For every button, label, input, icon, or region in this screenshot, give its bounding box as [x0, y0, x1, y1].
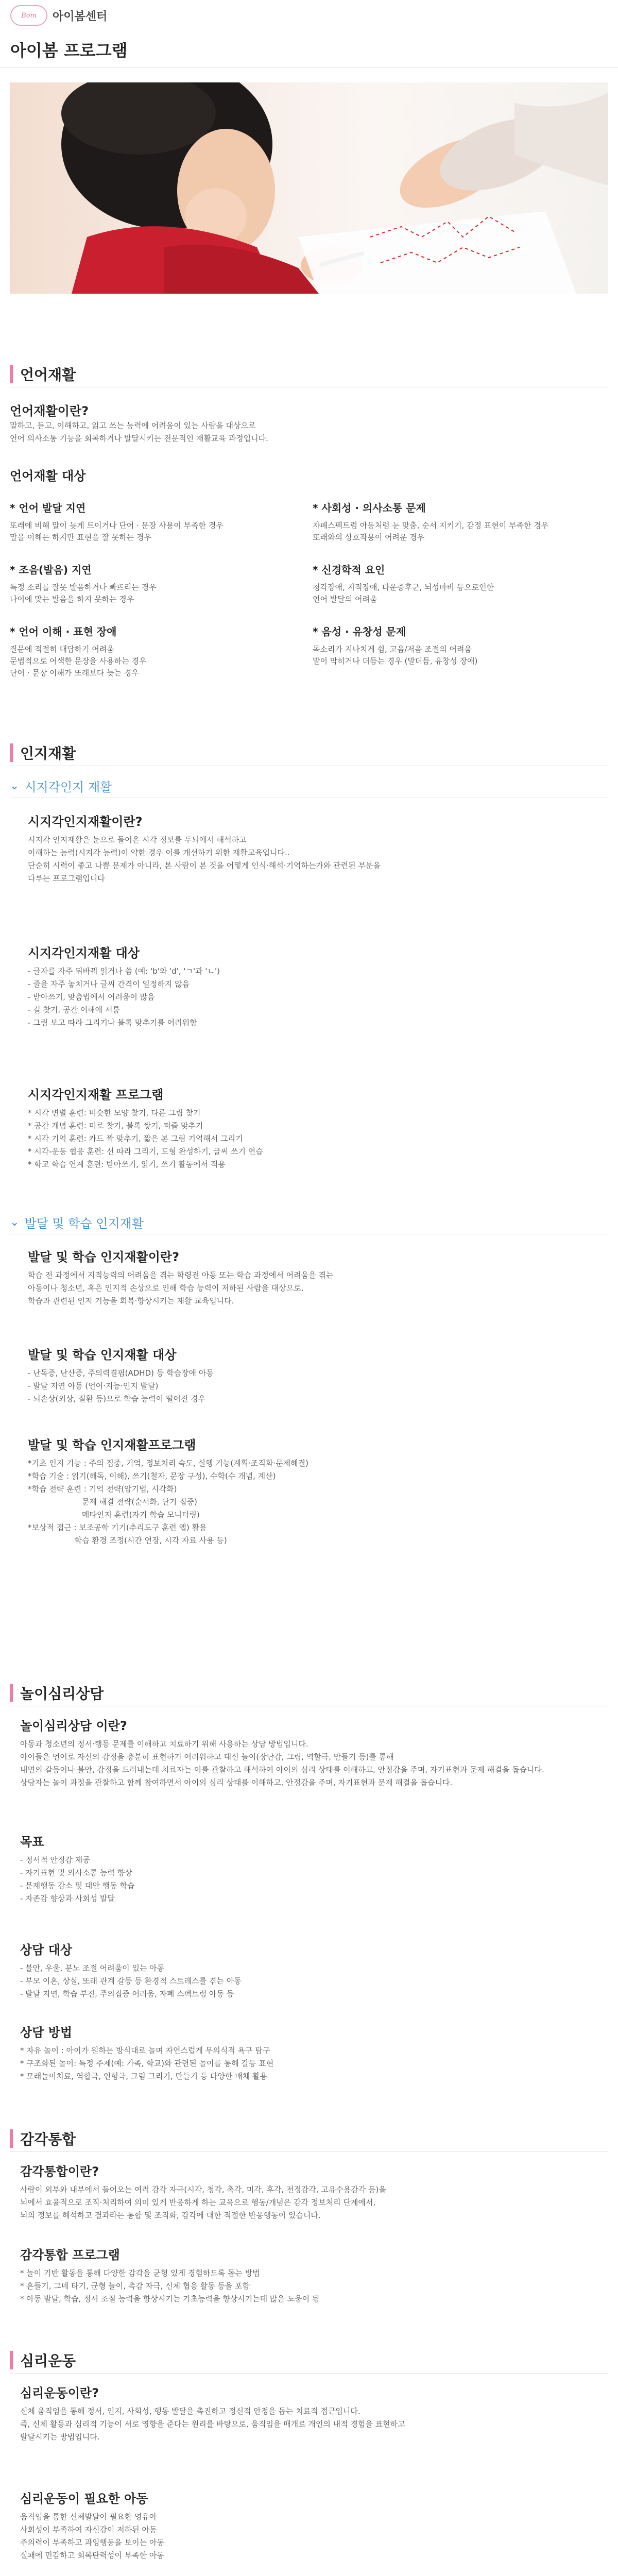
list-item: - 뇌손상(외상, 질환 등)으로 학습 능력이 떨어진 경우	[28, 1394, 206, 1403]
body-line: 다루는 프로그램입니다	[28, 874, 105, 883]
language-what-line-2: 언어 의사소통 기능을 회복하거나 발달시키는 전문적인 재활교육 과정입니다.	[10, 434, 268, 443]
target-desc: 단어 · 문장 이해가 또래보다 늦는 경우	[10, 668, 139, 677]
target-desc: 목소리가 지나치게 쉼, 고음/저음 조절의 어려움	[313, 645, 472, 654]
hero-image	[10, 82, 608, 294]
list-item: - 자존감 향상과 사회성 발달	[20, 1894, 115, 1903]
heading-what-language: 언어재활이란?	[10, 404, 89, 418]
target-desc: 청각장애, 지적장애, 다운증후군, 뇌성마비 등으로인한	[313, 583, 494, 592]
section-header	[10, 361, 608, 387]
heading: 상담 방법	[20, 2025, 73, 2040]
subsection-learning	[10, 1211, 608, 1234]
subsection-title: 시지각인지 재활	[24, 780, 112, 794]
target-item	[10, 500, 313, 544]
list-item: 사회성이 부족하여 자신감이 저하된 아동	[20, 2525, 157, 2534]
section-title: 놀이심리상담	[20, 1685, 104, 1702]
heading: 발달 및 학습 인지재활프로그램	[28, 1438, 196, 1452]
target-label: * 언어 발달 지연	[10, 502, 86, 514]
target-item	[10, 623, 313, 679]
body-line: 단순히 시력이 좋고 나쁨 문제가 아니라, 본 사람이 본 것을 어떻게 인식·해석·기억하는가와 관련된 부분을	[28, 861, 381, 870]
target-desc: 나이에 맞는 발음을 하지 못하는 경우	[10, 595, 134, 604]
language-what-line-1: 말하고, 듣고, 이해하고, 읽고 쓰는 능력에 어려움이 있는 사람을 대상으로	[10, 421, 256, 430]
list-item: * 모래놀이치료, 역할극, 인형극, 그림 그리기, 만들기 등 다양한 매체 활용	[20, 2072, 267, 2081]
heading-language-targets: 언어재활 대상	[10, 469, 86, 483]
body-line: 사람이 외부와 내부에서 들어오는 여러 감각 자극(시각, 청각, 촉각, 미각, 후각, 전정감각, 고유수용감각 등)을	[20, 2185, 386, 2194]
list-item: - 그림 보고 따라 그리기나 블록 맞추기를 어려워함	[28, 1018, 197, 1027]
target-item	[313, 500, 608, 544]
target-item	[313, 623, 608, 667]
list-item: * 시각 기억 훈련: 카드 짝 맞추기, 짧은 본 그림 기억해서 그리기	[28, 1134, 243, 1143]
body-line: 아이들은 언어로 자신의 감정을 충분히 표현하기 어려워하고 대신 놀이(장난감, 그림, 역할극, 만들기 등)를 통해	[20, 1752, 394, 1761]
section-language	[10, 361, 608, 677]
section-header	[10, 1680, 608, 1706]
accent-bar	[10, 1684, 13, 1702]
psychomotor-need	[20, 2488, 607, 2562]
body-line: 신체 움직임을 통해 정서, 인지, 사회성, 행동 발달을 촉진하고 정신적 안정을 돕는 치료적 접근입니다.	[20, 2406, 360, 2416]
heading: 시지각인지재활 프로그램	[28, 1088, 164, 1102]
target-item	[10, 562, 313, 605]
visual-program	[28, 1084, 605, 1171]
body-line: 즉, 신체 활동과 심리적 기능이 서로 영향을 준다는 원리를 바탕으로, 움직임을 매개로 개인의 내적 경험을 표현하고	[20, 2419, 405, 2429]
chevron-down-icon: ⌄	[10, 779, 20, 792]
subsection-visual	[10, 774, 608, 798]
body-line: 뇌의 정보를 해석하고 결과라는 통합 및 조직화, 감각에 대한 적절한 반응행동이 있습니다.	[20, 2211, 321, 2220]
heading: 감각통합이란?	[20, 2164, 99, 2179]
body-line: 아동이나 청소년, 혹은 인지적 손상으로 인해 학습 능력이 저하된 사람을 대상으로,	[28, 1283, 304, 1293]
heading: 심리운동이란?	[20, 2386, 99, 2400]
program-text: *기초 인지 기능 : 주의 집중, 기억, 정보처리 속도, 실행 기능(계획·조직화·문제해결) *학습 기술 : 읽기(해독, 이해), 쓰기(철자, 문장 구성), 수학(수 개념, 계산) *학습 전략 훈련 : 기억 전략(암기법, 시각화) 문제 해결 전략(순서화, 단기 집중) 메타인지 훈련(자기 학습 모니터링) *보상적 접근 : 보조공학 기기(추리도구 훈련 앱) 활용 학습 환경 조정(시간 연장, 시각 자료 사용 등)	[28, 1459, 308, 1545]
heading: 시지각인지재활 대상	[28, 946, 140, 960]
list-item: * 아동 발달, 학습, 정서 조절 능력을 향상시키는 기초능력을 향상시키는데 많은 도움이 됨	[20, 2294, 320, 2303]
accent-bar	[10, 743, 13, 762]
play-methods	[20, 2022, 607, 2083]
target-desc: 또래와의 상호작용이 어려운 경우	[313, 533, 425, 542]
list-item: * 시각-운동 협응 훈련: 선 따라 그리기, 도형 완성하기, 글씨 쓰기 연습	[28, 1147, 263, 1156]
body-line: 내면의 갈등이나 불안, 감정을 드러내는데 치료자는 이를 관찰하고 해석하여 아이의 심리 상태를 이해하고, 안정감을 주며, 자기표현과 문제 해결을 돕습니다.	[20, 1765, 544, 1774]
list-item: * 구조화된 놀이: 특정 주제(예: 가족, 학교)와 관련된 놀이를 통해 갈등 표현	[20, 2059, 274, 2068]
accent-bar	[10, 365, 13, 383]
body-line: 발달시키는 방법입니다.	[20, 2432, 100, 2442]
body-line: 학습 전 과정에서 지적능력의 어려움을 겪는 학령전 아동 또는 학습 과정에서 어려움을 겪는	[28, 1270, 334, 1280]
section-cognitive	[10, 739, 608, 1545]
logo-mark-text: Bom	[21, 11, 37, 20]
target-label: * 조음(발음) 지연	[10, 564, 92, 576]
chevron-down-icon: ⌄	[10, 1216, 20, 1229]
target-desc: 질문에 적절히 대답하기 어려움	[10, 645, 114, 654]
list-item: - 불안, 우울, 분노 조절 어려움이 있는 아동	[20, 1963, 165, 1973]
section-title: 언어재활	[20, 366, 76, 383]
target-label: * 음성 · 유창성 문제	[313, 625, 406, 638]
list-item: * 학교 학습 연계 훈련: 받아쓰기, 읽기, 쓰기 활동에서 적용	[28, 1160, 226, 1169]
target-label: * 사회성 · 의사소통 문제	[313, 502, 426, 514]
section-title: 인지재활	[20, 744, 76, 762]
body-line: 아동과 청소년의 정서·행동 문제를 이해하고 치료하기 위해 사용하는 상담 방법입니다.	[20, 1739, 308, 1749]
list-item: 주의력이 부족하고 과잉행동을 보이는 아동	[20, 2538, 164, 2547]
target-desc: 또래에 비해 말이 늦게 트이거나 단어 · 문장 사용이 부족한 경우	[10, 521, 224, 530]
target-desc: 특정 소리를 잘못 발음하거나 빠뜨리는 경우	[10, 583, 157, 592]
section-title: 감각통합	[20, 2130, 76, 2148]
list-item: - 발달 지연 아동 (언어·지능·인지 발달)	[28, 1381, 159, 1391]
list-item: * 시각 변별 훈련: 비슷한 모양 찾기, 다른 그림 찾기	[28, 1108, 201, 1117]
heading: 상담 대상	[20, 1943, 73, 1957]
learning-targets	[28, 1345, 605, 1405]
section-title: 심리운동	[20, 2352, 76, 2369]
play-what	[20, 1716, 607, 1789]
sensory-what	[20, 2161, 607, 2222]
play-goals	[20, 1832, 607, 1905]
section-header	[10, 2347, 608, 2374]
heading: 발달 및 학습 인지재활 대상	[28, 1348, 177, 1362]
target-desc: 자폐스펙트럼 아동처럼 눈 맞춤, 순서 지키기, 감정 표현이 부족한 경우	[313, 521, 549, 530]
accent-bar	[10, 2129, 13, 2148]
body-line: 뇌에서 효율적으로 조직·처리하여 의미 있게 반응하게 하는 교육으로 행동/개념은 감각 정보처리 단계에서,	[20, 2198, 376, 2207]
play-targets	[20, 1940, 607, 2001]
psychomotor-what	[20, 2383, 607, 2444]
list-item: * 공간 개념 훈련: 미로 찾기, 블록 쌓기, 퍼즐 맞추기	[28, 1121, 203, 1130]
visual-targets	[28, 943, 605, 1029]
logo-name[interactable]: 아이봄센터	[53, 10, 108, 23]
target-label: * 신경학적 요인	[313, 564, 385, 576]
list-item: * 자유 놀이 : 아이가 원하는 방식대로 놀며 자연스럽게 무의식적 욕구 탐구	[20, 2046, 270, 2055]
target-label: * 언어 이해 · 표현 장애	[10, 625, 117, 638]
list-item: * 흔들기, 그네 타기, 균형 놀이, 촉감 자극, 신체 협응 활동 등을 포함	[20, 2281, 250, 2291]
learning-program	[28, 1435, 605, 1547]
section-header	[10, 739, 608, 766]
target-item	[313, 562, 608, 605]
list-item: - 문제행동 감소 및 대안 행동 학습	[20, 1881, 135, 1890]
visual-what	[28, 811, 605, 885]
section-header	[10, 2125, 608, 2152]
list-item: - 부모 이혼, 상실, 또래 관계 갈등 등 환경적 스트레스를 겪는 아동	[20, 1976, 242, 1986]
heading: 발달 및 학습 인지재활이란?	[28, 1250, 180, 1264]
list-item: - 글자를 자주 뒤바꿔 읽거나 씀 (예: 'b'와 'd', 'ㄱ'과 'ㄴ')	[28, 967, 220, 976]
section-play	[10, 1680, 608, 2081]
heading: 심리운동이 필요한 아동	[20, 2492, 148, 2506]
section-psychomotor	[10, 2347, 608, 2560]
list-item: - 정서적 안정감 제공	[20, 1855, 90, 1865]
list-item: 움직임을 통한 신체발달이 필요한 영유아	[20, 2512, 157, 2521]
heading: 시지각인지재활이란?	[28, 815, 143, 829]
body-line: 상담자는 놀이 과정을 관찰하고 함께 참여하면서 아이의 심리 상태를 이해하고, 안정감을 주며, 자기표현과 문제 해결을 돕습니다.	[20, 1778, 453, 1787]
list-item: * 놀이 기반 활동을 통해 다양한 감각을 균형 있게 경험하도록 돕는 방법	[20, 2268, 260, 2278]
heading: 목표	[20, 1835, 44, 1849]
logo-icon[interactable]	[10, 5, 47, 26]
hero-illustration	[10, 82, 608, 294]
list-item: - 발달 지연, 학습 부진, 주의집중 어려움, 자폐 스펙트럼 아동 등	[20, 1989, 234, 1998]
body-line: 학습과 관련된 인지 기능을 회복·향상시키는 재활 교육입니다.	[28, 1296, 234, 1306]
body-line: 시지각 인지재활은 눈으로 들어온 시각 정보를 두뇌에서 해석하고	[28, 835, 247, 844]
page-title: 아이봄 프로그램	[10, 40, 128, 60]
target-desc: 언어 발달의 어려움	[313, 595, 377, 604]
learning-what	[28, 1247, 605, 1308]
list-item: - 난독증, 난산증, 주의력결핍(ADHD) 등 학습장애 아동	[28, 1368, 214, 1378]
target-desc: 문법적으로 어색한 문장을 사용하는 경우	[10, 656, 147, 666]
accent-bar	[10, 2351, 13, 2369]
logo-bar	[0, 0, 618, 31]
sensory-program	[20, 2245, 607, 2306]
subsection-title: 발달 및 학습 인지재활	[24, 1216, 144, 1231]
list-item: - 줄을 자주 놓치거나 글씨 간격이 일정하지 않음	[28, 979, 190, 989]
body-line: 이해하는 능력(시지각 능력)이 약한 경우 이를 개선하기 위한 재활교육입니다..	[28, 848, 290, 857]
heading: 감각통합 프로그램	[20, 2248, 120, 2262]
list-item: - 길 찾기, 공간 이해에 서툼	[28, 1005, 120, 1014]
title-bar	[0, 31, 618, 68]
target-desc: 말을 이해는 하지만 표현을 잘 못하는 경우	[10, 533, 151, 542]
list-item: 실패에 민감하고 회복탄력성이 부족한 아동	[20, 2551, 164, 2560]
heading: 놀이심리상담 이란?	[20, 1719, 127, 1733]
list-item: - 자기표현 및 의사소통 능력 향상	[20, 1868, 132, 1877]
section-sensory	[10, 2125, 608, 2303]
list-item: - 받아쓰기, 맞춤법에서 어려움이 많음	[28, 992, 155, 1002]
target-desc: 말이 막히거나 더듬는 경우 (말더듬, 유창성 장애)	[313, 656, 478, 666]
